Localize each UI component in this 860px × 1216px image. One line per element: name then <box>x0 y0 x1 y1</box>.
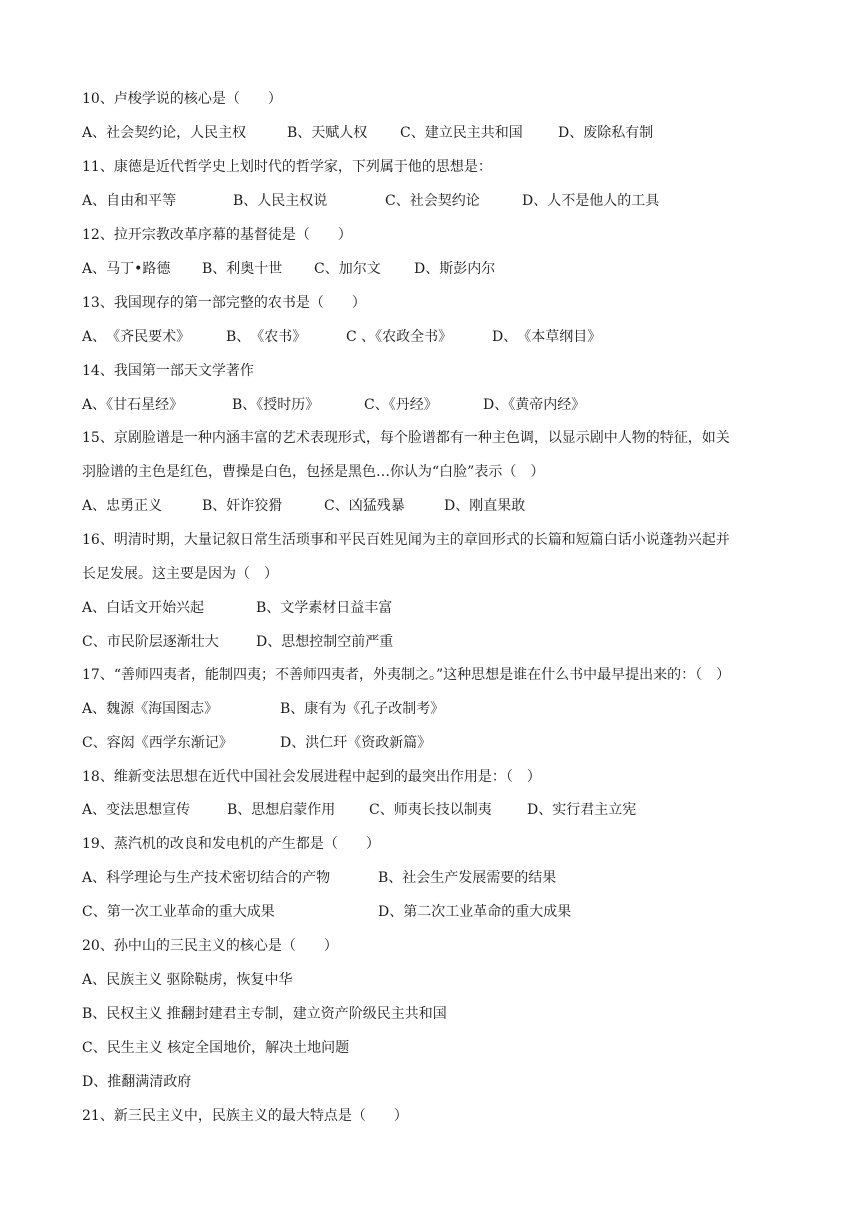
option-d: D、思想控制空前严重 <box>256 634 394 650</box>
option-a: A、社会契约论，人民主权 <box>82 125 247 141</box>
question-21-stem: 21、新三民主义中，民族主义的最大特点是（ ） <box>82 1108 408 1124</box>
option-a: A、《甘石星经》 <box>82 397 184 413</box>
option-c: C、第一次工业革命的重大成果 <box>82 904 275 920</box>
option-c: C 、《农政全书》 <box>346 329 453 345</box>
question-16-stem-line1: 16、明清时期，大量记叙日常生活琐事和平民百姓见闻为主的章回形式的长篇和短篇白话小说蓬勃兴起并 <box>82 532 730 548</box>
option-d: D、洪仁玕《资政新篇》 <box>280 735 432 751</box>
option-a: A、变法思想宣传 <box>82 802 191 818</box>
option-b: B、文学素材日益丰富 <box>256 600 393 616</box>
option-a: A、忠勇正义 <box>82 498 163 514</box>
option-a: A、魏源《海国图志》 <box>82 701 219 717</box>
question-16-stem-line2: 长足发展。这主要是因为（ ） <box>82 566 278 582</box>
question-13-stem: 13、我国现存的第一部完整的农书是（ ） <box>82 295 366 311</box>
option-d: D、废除私有制 <box>558 125 654 141</box>
question-18-stem: 18、维新变法思想在近代中国社会发展进程中起到的最突出作用是：（ ） <box>82 769 541 785</box>
option-d: D、《黄帝内经》 <box>483 397 586 413</box>
option-c: C、市民阶层逐渐壮大 <box>82 634 219 650</box>
question-20-option-b: B、民权主义 推翻封建君主专制，建立资产阶级民主共和国 <box>82 1006 447 1022</box>
option-d: D、人不是他人的工具 <box>522 193 660 209</box>
option-d: D、斯彭内尔 <box>414 261 496 277</box>
question-20-option-d: D、推翻满清政府 <box>82 1074 192 1090</box>
option-b: B、奸诈狡猾 <box>202 498 283 514</box>
option-d: D、实行君主立宪 <box>527 802 637 818</box>
question-12-stem: 12、拉开宗教改革序幕的基督徒是（ ） <box>82 227 352 243</box>
question-20-option-a: A、民族主义 驱除鞑虏，恢复中华 <box>82 972 293 988</box>
option-c: C、建立民主共和国 <box>400 125 523 141</box>
question-20-stem: 20、孙中山的三民主义的核心是（ ） <box>82 938 338 954</box>
question-10-stem: 10、卢梭学说的核心是（ ） <box>82 91 282 107</box>
option-a: A、 《齐民要术》 <box>82 329 191 345</box>
question-15-stem-line1: 15、京剧脸谱是一种内涵丰富的艺术表现形式，每个脸谱都有一种主色调，以显示剧中人物的特征，如关 <box>82 430 730 446</box>
option-c: C、社会契约论 <box>385 193 480 209</box>
question-14-stem: 14、我国第一部天文学著作 <box>82 363 254 379</box>
option-c: C、凶猛残暴 <box>324 498 405 514</box>
option-b: B、思想启蒙作用 <box>227 802 336 818</box>
option-b: B、康有为《孔子改制考》 <box>280 701 445 717</box>
option-a: A、马丁•路德 <box>82 261 171 277</box>
option-a: A、科学理论与生产技术密切结合的产物 <box>82 870 331 886</box>
question-19-stem: 19、蒸汽机的改良和发电机的产生都是（ ） <box>82 836 380 852</box>
option-d: D、刚直果敢 <box>444 498 526 514</box>
option-b: B、人民主权说 <box>233 193 328 209</box>
option-b: B、 《农书》 <box>226 329 307 345</box>
option-a: A、自由和平等 <box>82 193 177 209</box>
option-d: D、第二次工业革命的重大成果 <box>378 904 572 920</box>
question-15-stem-line2: 羽脸谱的主色是红色，曹操是白色，包拯是黑色…你认为“白脸”表示（ ） <box>82 464 545 480</box>
option-b: B、《授时历》 <box>232 397 320 413</box>
option-b: B、天赋人权 <box>287 125 368 141</box>
question-17-stem: 17、“善师四夷者，能制四夷；不善师四夷者，外夷制之。”这种思想是谁在什么书中最早提出来的：（ ） <box>82 667 731 683</box>
question-20-option-c: C、民生主义 核定全国地价，解决土地问题 <box>82 1040 350 1056</box>
option-b: B、社会生产发展需要的结果 <box>378 870 557 886</box>
option-a: A、白话文开始兴起 <box>82 600 205 616</box>
option-c: C、加尔文 <box>314 261 381 277</box>
option-b: B、利奥十世 <box>202 261 283 277</box>
question-11-stem: 11、康德是近代哲学史上划时代的哲学家，下列属于他的思想是： <box>82 159 492 175</box>
option-d: D、 《本草纲目》 <box>492 329 602 345</box>
option-c: C、容闳《西学东渐记》 <box>82 735 233 751</box>
option-c: C、师夷长技以制夷 <box>369 802 492 818</box>
option-c: C、《丹经》 <box>364 397 438 413</box>
